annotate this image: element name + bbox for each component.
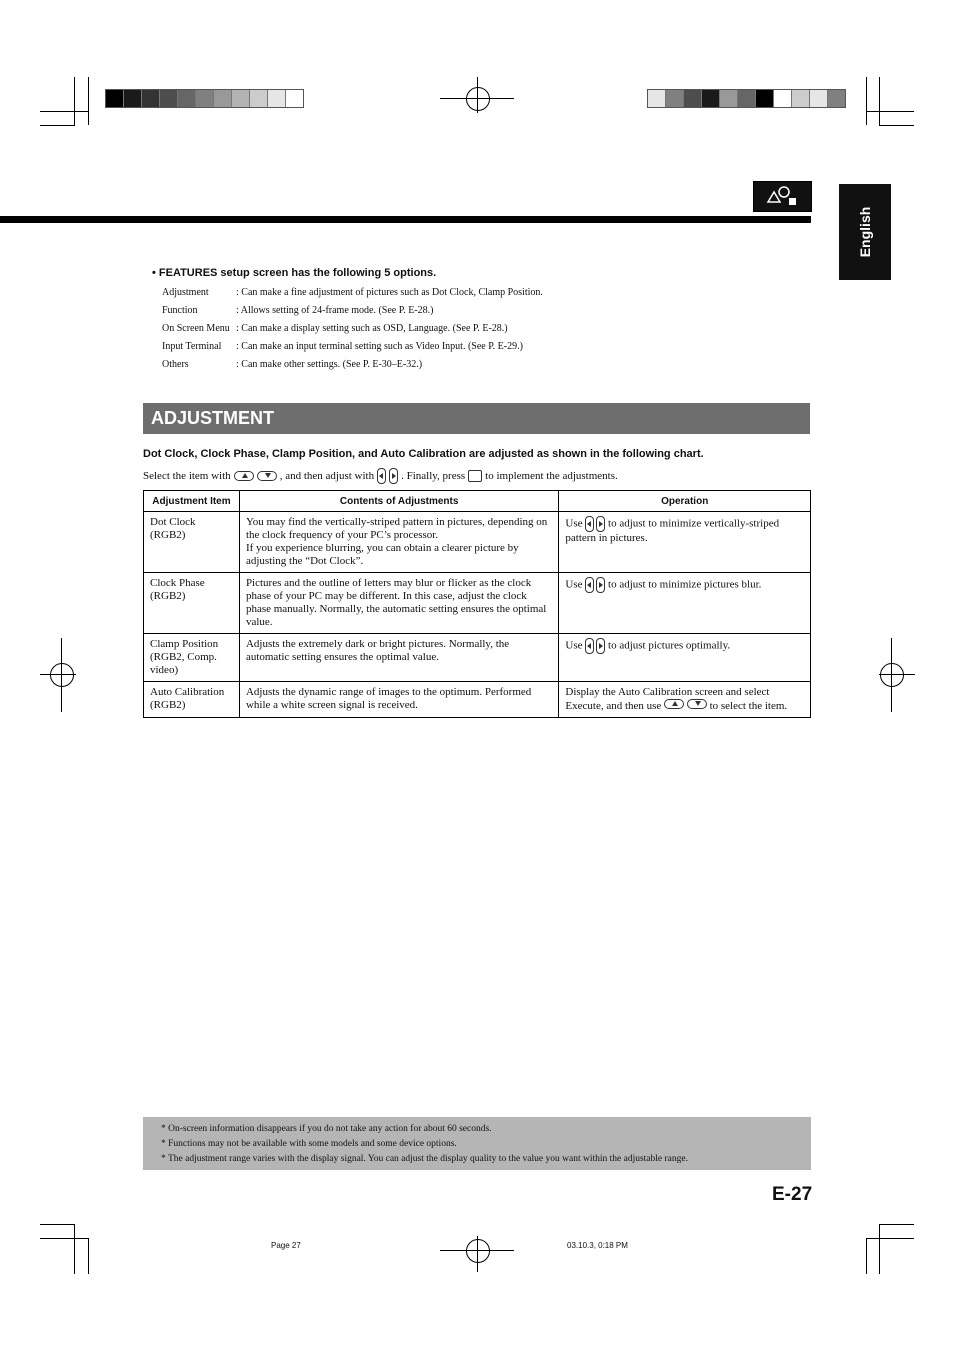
crop-mark xyxy=(866,77,867,125)
color-swatch xyxy=(666,90,684,107)
right-button-icon xyxy=(596,638,605,654)
left-button-icon xyxy=(377,468,386,484)
features-heading: • FEATURES setup screen has the following 5 options. xyxy=(152,267,437,279)
up-button-icon xyxy=(664,699,684,709)
color-swatch xyxy=(810,90,828,107)
section-title: ADJUSTMENT xyxy=(151,408,275,428)
operation-cell: Use to adjust to minimize vertically-striped pattern in pictures. xyxy=(559,512,811,573)
right-button-icon xyxy=(596,577,605,593)
registration-mark xyxy=(891,638,892,712)
color-swatch xyxy=(250,90,268,107)
color-swatch xyxy=(268,90,286,107)
adjustment-table xyxy=(143,490,811,718)
crop-mark xyxy=(40,1238,88,1239)
crop-mark xyxy=(40,125,75,126)
operation-cell: Use to adjust to minimize pictures blur. xyxy=(559,573,811,634)
left-button-icon xyxy=(585,577,594,593)
color-swatch xyxy=(160,90,178,107)
table-row xyxy=(144,573,811,634)
crop-mark xyxy=(866,1238,867,1274)
option-row: Others : Can make other settings. (See P. E-30–E-32.) xyxy=(162,359,423,370)
color-swatch xyxy=(106,90,124,107)
intro-instructions: Select the item with , and then adjust with . Finally, press to implement the adjustments. xyxy=(143,470,618,482)
crop-mark xyxy=(74,1224,75,1274)
color-swatch xyxy=(720,90,738,107)
registration-mark xyxy=(466,87,490,111)
column-header: Contents of Adjustments xyxy=(239,491,558,512)
column-header: Adjustment Item xyxy=(144,491,240,512)
operation-cell: Use to adjust pictures optimally. xyxy=(559,634,811,682)
color-swatch xyxy=(684,90,702,107)
color-swatch xyxy=(178,90,196,107)
option-row: Input Terminal : Can make an input terminal setting such as Video Input. (See P. E-29.) xyxy=(162,341,523,352)
crop-mark xyxy=(866,111,914,112)
color-swatch xyxy=(124,90,142,107)
color-swatch xyxy=(214,90,232,107)
left-button-icon xyxy=(585,638,594,654)
color-swatch xyxy=(286,90,303,107)
crop-mark xyxy=(879,125,914,126)
crop-mark xyxy=(879,1224,914,1225)
crop-mark xyxy=(74,77,75,125)
option-row: Adjustment : Can make a fine adjustment of pictures such as Dot Clock, Clamp Position. xyxy=(162,287,543,298)
color-swatch xyxy=(196,90,214,107)
color-bar-left xyxy=(105,89,304,108)
enter-button-icon xyxy=(468,470,482,482)
color-swatch xyxy=(702,90,720,107)
color-swatch xyxy=(792,90,810,107)
option-row: Function : Allows setting of 24-frame mode. (See P. E-28.) xyxy=(162,305,434,316)
contents-cell: Pictures and the outline of letters may blur or flicker as the clock phase of your PC may be different. In this case, adjust the clock phase manually. Normally, the automatic setting ensures the optimal value. xyxy=(239,573,558,634)
crop-mark xyxy=(866,1238,914,1239)
notes-box xyxy=(143,1117,811,1170)
intro-heading: Dot Clock, Clock Phase, Clamp Position, and Auto Calibration are adjusted as shown in the following chart. xyxy=(143,448,704,460)
item-cell: Dot Clock (RGB2) xyxy=(144,512,240,573)
note: * On-screen information disappears if you do not take any action for about 60 seconds. xyxy=(161,1124,492,1134)
item-cell: Clamp Position (RGB2, Comp. video) xyxy=(144,634,240,682)
registration-mark xyxy=(477,77,478,113)
contents-cell: Adjusts the dynamic range of images to the optimum. Performed while a white screen signal is received. xyxy=(239,682,558,718)
table-row xyxy=(144,512,811,573)
option-row: On Screen Menu : Can make a display setting such as OSD, Language. (See P. E-28.) xyxy=(162,323,508,334)
down-button-icon xyxy=(257,471,277,481)
registration-mark xyxy=(477,1236,478,1272)
color-swatch xyxy=(756,90,774,107)
contents-cell: You may find the vertically-striped pattern in pictures, depending on the clock frequency of your PC’s processor. If you experience blurring, you can obtain a clearer picture by adjusting the “Dot Clock”. xyxy=(239,512,558,573)
registration-mark xyxy=(880,663,904,687)
column-header: Operation xyxy=(559,491,811,512)
right-button-icon xyxy=(596,516,605,532)
color-swatch xyxy=(142,90,160,107)
registration-mark xyxy=(50,663,74,687)
language-tab: English xyxy=(839,184,891,280)
table-header-row xyxy=(144,491,811,512)
table-row xyxy=(144,634,811,682)
page-number: E-27 xyxy=(772,1184,813,1205)
operation-cell: Display the Auto Calibration screen and select Execute, and then use to select the item. xyxy=(559,682,811,718)
features-icon xyxy=(753,181,812,212)
crop-mark xyxy=(879,77,880,125)
crop-mark xyxy=(40,1224,75,1225)
crop-mark xyxy=(879,1224,880,1274)
header-rule xyxy=(0,216,811,223)
up-button-icon xyxy=(234,471,254,481)
crop-mark xyxy=(40,111,88,112)
note: * Functions may not be available with some models and some device options. xyxy=(161,1139,457,1149)
footer-date: 03.10.3, 0:18 PM xyxy=(567,1241,628,1250)
color-swatch xyxy=(828,90,845,107)
color-swatch xyxy=(774,90,792,107)
registration-mark xyxy=(40,674,76,675)
table-row xyxy=(144,682,811,718)
registration-mark xyxy=(61,638,62,712)
contents-cell: Adjusts the extremely dark or bright pictures. Normally, the automatic setting ensures the optimal value. xyxy=(239,634,558,682)
color-swatch xyxy=(648,90,666,107)
item-cell: Clock Phase (RGB2) xyxy=(144,573,240,634)
color-swatch xyxy=(232,90,250,107)
registration-mark xyxy=(466,1239,490,1263)
item-cell: Auto Calibration (RGB2) xyxy=(144,682,240,718)
color-bar-right xyxy=(647,89,846,108)
registration-mark xyxy=(879,674,915,675)
crop-mark xyxy=(88,77,89,125)
left-button-icon xyxy=(585,516,594,532)
crop-mark xyxy=(88,1238,89,1274)
right-button-icon xyxy=(389,468,398,484)
color-swatch xyxy=(738,90,756,107)
footer-page: Page 27 xyxy=(271,1241,301,1250)
down-button-icon xyxy=(687,699,707,709)
note: * The adjustment range varies with the display signal. You can adjust the display quality to the value you want within the adjustable range. xyxy=(161,1154,688,1164)
section-header xyxy=(143,403,810,434)
